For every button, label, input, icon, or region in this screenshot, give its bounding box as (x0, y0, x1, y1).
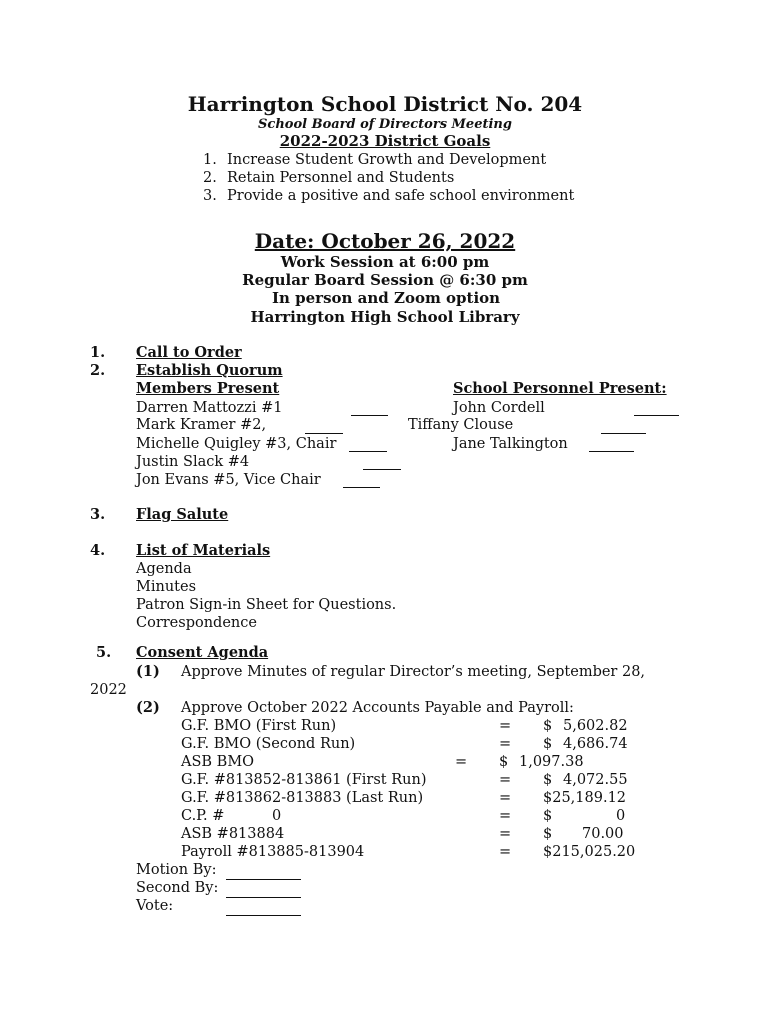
goal-text: Provide a positive and safe school environment (227, 188, 575, 204)
account-label: G.F. #813862-813883 (Last Run) (181, 790, 424, 806)
currency-sign: $ (543, 790, 553, 806)
item-number: 4. (90, 542, 106, 559)
account-label: ASB BMO (181, 754, 255, 770)
item-number: 2. (90, 362, 106, 379)
regular-session: Regular Board Session @ 6:30 pm (242, 271, 528, 289)
item-number: 1. (90, 344, 106, 361)
meeting-format: In person and Zoom option (272, 289, 501, 307)
attendance-blank[interactable] (305, 433, 343, 434)
currency-sign: $ (543, 826, 553, 842)
meeting-subtitle: School Board of Directors Meeting (258, 117, 512, 132)
item-list-of-materials: List of Materials (136, 542, 271, 559)
vote-blank[interactable] (226, 915, 301, 916)
attendance-blank[interactable] (363, 469, 401, 470)
equals-sign: = (499, 772, 512, 788)
attendance-blank[interactable] (634, 415, 679, 416)
member-name: Mark Kramer #2, (136, 417, 267, 433)
currency-sign: $ (543, 808, 553, 824)
goal-text: Increase Student Growth and Development (227, 152, 547, 168)
item-number: 3. (90, 506, 106, 523)
account-label: Payroll #813885-813904 (181, 844, 365, 860)
account-label: G.F. BMO (First Run) (181, 718, 337, 734)
second-label: Second By: (136, 880, 219, 896)
goal-text: Retain Personnel and Students (227, 170, 455, 186)
check-number: 0 (272, 808, 282, 824)
account-label: G.F. BMO (Second Run) (181, 736, 356, 752)
meeting-date: Date: October 26, 2022 (254, 229, 516, 253)
attendance-blank[interactable] (343, 487, 380, 488)
equals-sign: = (499, 718, 512, 734)
item-flag-salute: Flag Salute (136, 506, 229, 523)
account-amount: 70.00 (582, 826, 624, 842)
sub-item-number: (2) (136, 699, 160, 716)
item-number: 5. (96, 644, 112, 661)
account-amount: 4,072.55 (563, 772, 628, 788)
material-item: Correspondence (136, 615, 257, 631)
equals-sign: = (499, 790, 512, 806)
member-name: Darren Mattozzi #1 (136, 400, 283, 416)
personnel-heading: School Personnel Present: (453, 380, 667, 397)
equals-sign: = (455, 754, 468, 770)
member-name: Michelle Quigley #3, Chair (136, 436, 337, 452)
account-amount-value: 25,189.12 (552, 790, 627, 806)
equals-sign: = (499, 826, 512, 842)
item-establish-quorum: Establish Quorum (136, 362, 283, 379)
district-title: Harrington School District No. 204 (187, 92, 583, 116)
item-call-to-order: Call to Order (136, 344, 242, 361)
personnel-name: John Cordell (453, 400, 545, 416)
currency-sign: $ (543, 844, 553, 860)
attendance-blank[interactable] (349, 451, 387, 452)
equals-sign: = (499, 844, 512, 860)
equals-sign: = (499, 736, 512, 752)
meeting-location: Harrington High School Library (250, 308, 520, 326)
approve-minutes-year: 2022 (90, 682, 127, 698)
account-amount: 1,097.38 (519, 754, 584, 770)
second-blank[interactable] (226, 897, 301, 898)
personnel-name: Jane Talkington (453, 436, 568, 452)
vote-label: Vote: (136, 898, 174, 914)
account-label: G.F. #813852-813861 (First Run) (181, 772, 427, 788)
attendance-blank[interactable] (601, 433, 646, 434)
goal-num: 3. (203, 188, 217, 204)
attendance-blank[interactable] (351, 415, 388, 416)
currency-sign: $ (543, 772, 553, 788)
goal-num: 1. (203, 152, 217, 168)
account-amount: 0 (616, 808, 626, 824)
item-consent-agenda: Consent Agenda (136, 644, 269, 661)
equals-sign: = (499, 808, 512, 824)
account-amount-value: 215,025.20 (552, 844, 636, 860)
work-session: Work Session at 6:00 pm (280, 253, 490, 271)
currency-sign: $ (499, 754, 509, 770)
currency-sign: $ (543, 718, 553, 734)
account-amount: 5,602.82 (563, 718, 628, 734)
members-heading: Members Present (136, 380, 280, 397)
currency-sign: $ (543, 736, 553, 752)
material-item: Agenda (136, 561, 192, 577)
personnel-name: Tiffany Clouse (408, 417, 514, 433)
goals-heading: 2022-2023 District Goals (279, 132, 491, 150)
material-item: Minutes (136, 579, 197, 595)
member-name: Justin Slack #4 (136, 454, 250, 470)
account-label: C.P. # (181, 808, 225, 824)
approve-minutes-text: Approve Minutes of regular Director’s meeting, September 28, (181, 664, 646, 680)
account-amount (543, 844, 635, 861)
motion-label: Motion By: (136, 862, 217, 878)
goal-num: 2. (203, 170, 217, 186)
member-name: Jon Evans #5, Vice Chair (136, 472, 321, 488)
account-label: ASB #813884 (181, 826, 285, 842)
sub-item-number: (1) (136, 663, 160, 680)
approve-payables-text: Approve October 2022 Accounts Payable and Payroll: (181, 700, 574, 716)
account-amount (543, 790, 626, 807)
material-item: Patron Sign-in Sheet for Questions. (136, 597, 397, 613)
account-amount: 4,686.74 (563, 736, 628, 752)
attendance-blank[interactable] (589, 451, 634, 452)
motion-blank[interactable] (226, 879, 301, 880)
